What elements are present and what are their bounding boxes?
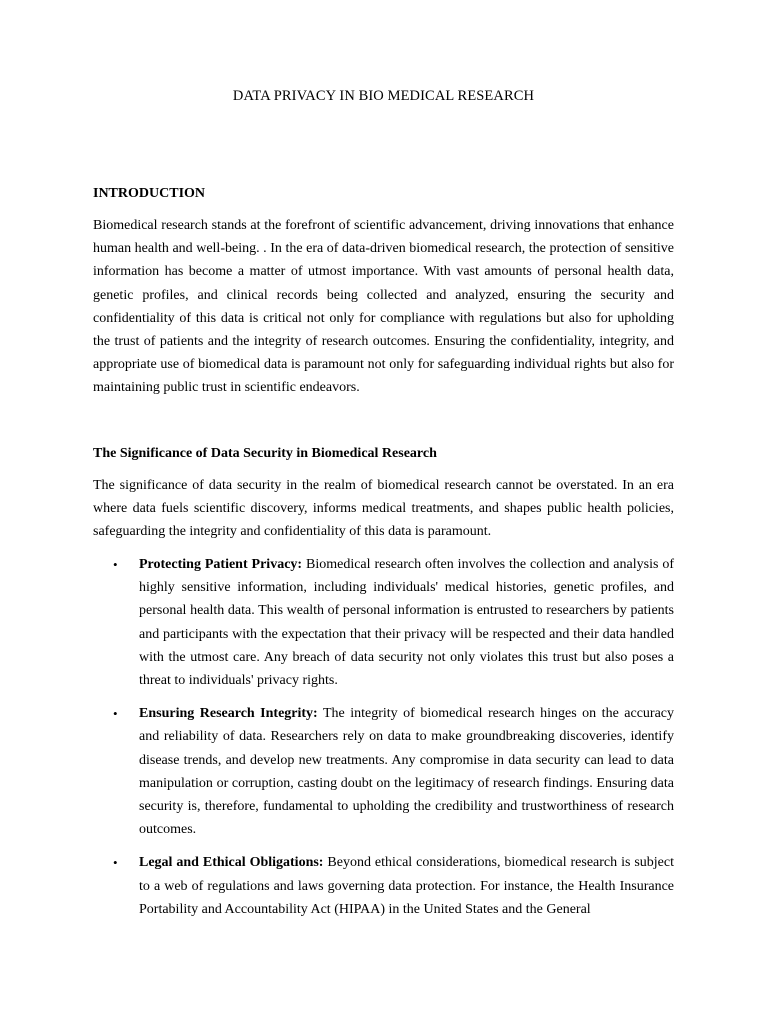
bullet-icon: • (113, 855, 118, 871)
bullet-label: Ensuring Research Integrity: (139, 706, 318, 722)
bullet-item-research-integrity (93, 702, 674, 841)
bullet-text (139, 851, 674, 921)
bullet-icon: • (113, 706, 118, 722)
bullet-body: Beyond ethical considerations, biomedical research is subject to a web of regulations and laws governing data protection. For instance, the Health Insurance Portability and Accountability Act (HIPAA) in the United States and the General (139, 855, 674, 917)
bullet-item-patient-privacy (93, 553, 674, 692)
significance-paragraph: The significance of data security in the realm of biomedical research cannot be overstated. In an era where data fuels scientific discovery, informs medical treatments, and shapes public health policies, safeguarding the integrity and confidentiality of this data is paramount. (93, 478, 674, 540)
bullet-body: The integrity of biomedical research hinges on the accuracy and reliability of data. Researchers rely on data to make groundbreaking discoveries, identify disease trends, and develop new treatments. Any compromise in data security can lead to data manipulation or corruption, casting doubt on the legitimacy of research findings. Ensuring data security is, therefore, fundamental to upholding the credibility and trustworthiness of research outcomes. (139, 706, 675, 838)
introduction-paragraph: Biomedical research stands at the forefront of scientific advancement, driving innovations that enhance human health and well-being. . In the era of data-driven biomedical research, the protection of sensitive information has become a matter of utmost importance. With vast amounts of personal health data, genetic profiles, and clinical records being collected and analyzed, ensuring the security and confidentiality of this data is critical not only for compliance with regulations but also for upholding the trust of patients and the integrity of research outcomes. Ensuring the confidentiality, integrity, and appropriate use of biomedical data is paramount not only for safeguarding individual rights but also for maintaining public trust in scientific endeavors. (93, 218, 674, 396)
section-heading-introduction: INTRODUCTION (93, 186, 206, 201)
bullet-item-legal-ethical (93, 851, 674, 921)
document-title: DATA PRIVACY IN BIO MEDICAL RESEARCH (232, 88, 535, 104)
bullet-text (139, 702, 674, 841)
bullet-label: Legal and Ethical Obligations: (139, 855, 324, 871)
bullet-list (93, 553, 674, 931)
section-heading-significance: The Significance of Data Security in Biomedical Research (93, 446, 437, 461)
bullet-icon: • (113, 557, 118, 572)
bullet-body: Biomedical research often involves the collection and analysis of highly sensitive information, including individuals' medical histories, genetic profiles, and personal health data. This wealth of personal information is entrusted to researchers by patients and participants with the expectation that their privacy will be respected and their data handled with the utmost care. Any breach of data security not only violates this trust but also poses a threat to individuals' privacy rights. (139, 557, 674, 689)
bullet-label: Protecting Patient Privacy: (139, 557, 303, 572)
bullet-text (139, 553, 674, 692)
